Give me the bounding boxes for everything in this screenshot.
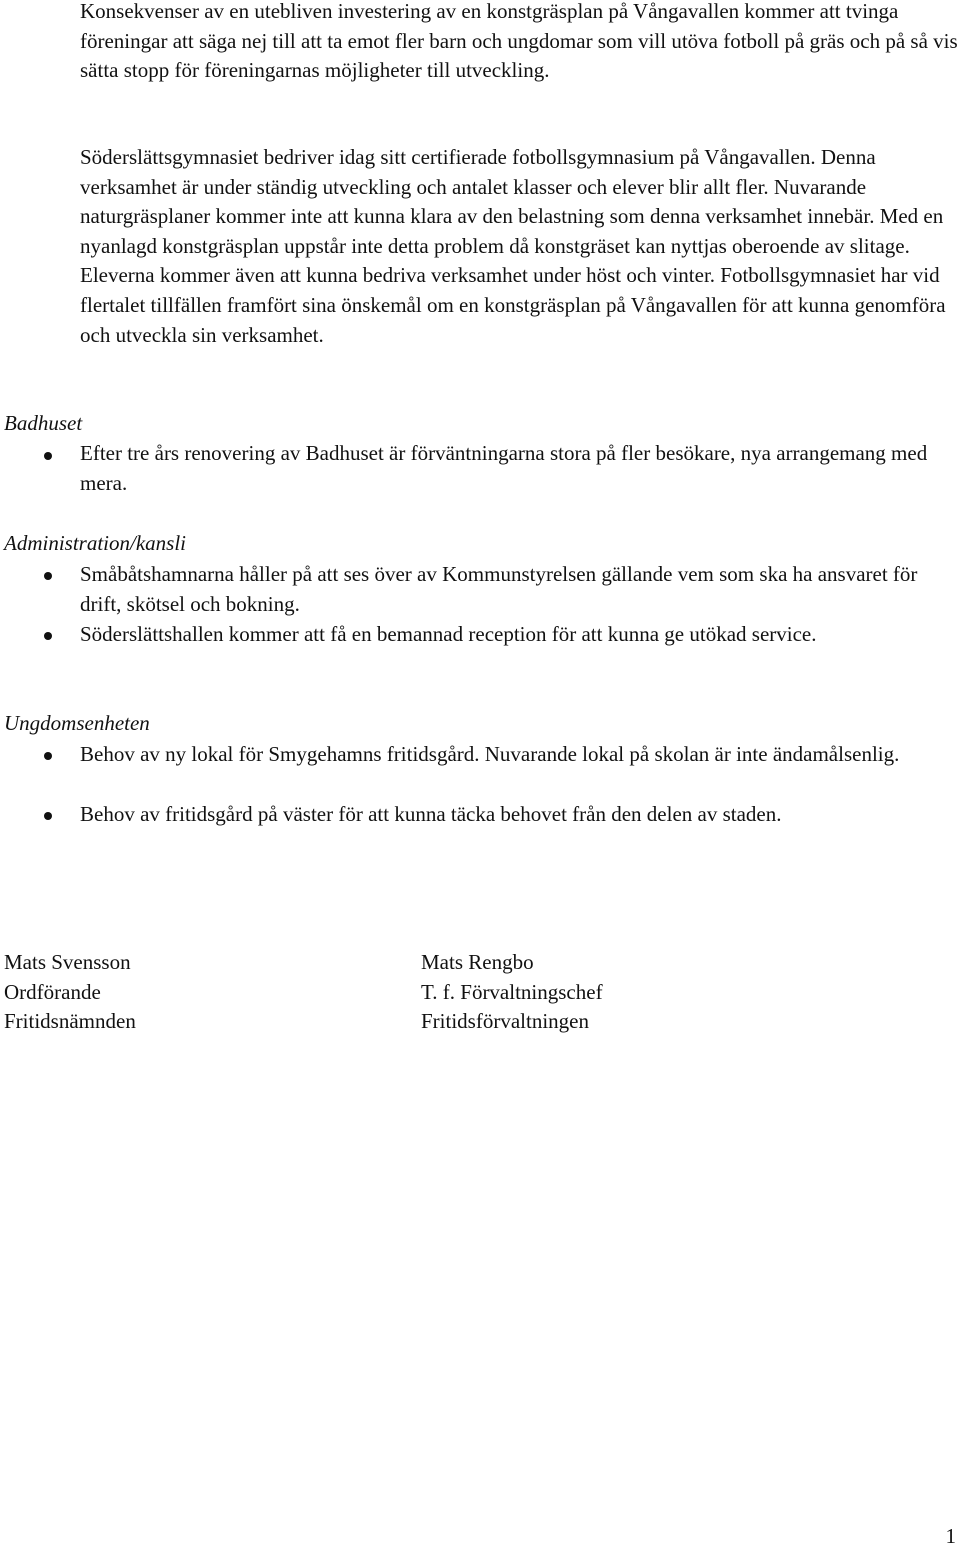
bullet-icon (44, 812, 52, 820)
list-item: Efter tre års renovering av Badhuset är förväntningarna stora på fler besökare, nya arrangemang med mera. (80, 441, 928, 495)
list-item: Behov av fritidsgård på väster för att kunna täcka behovet från den delen av staden. (80, 802, 782, 826)
page-number: 1 (945, 1524, 956, 1548)
signatory-title: T. f. Förvaltningschef (421, 979, 603, 1004)
section-heading-ungdomsenheten: Ungdomsenheten (4, 711, 150, 735)
signature-block-right (421, 948, 603, 1037)
section-heading-badhuset: Badhuset (4, 411, 83, 435)
bullet-icon (44, 752, 52, 760)
signatory-name: Mats Svensson (4, 950, 131, 974)
list-item: Söderslättshallen kommer att få en bemannad reception för att kunna ge utökad service. (80, 622, 817, 646)
intro-paragraph-2: Söderslättsgymnasiet bedriver idag sitt certifierade fotbollsgymnasium på Vångavallen. Denna verksamhet är under ständig utveckling och antalet klasser och elever blir allt fler. Nuvarande naturgräsplaner kommer inte att kunna klara av den belastning som denna verksamhet innebär. Med en nyanlagd konstgräsplan uppstår inte detta problem då konstgräset kan nyttjas oberoende av slitage. Eleverna kommer även att kunna bedriva verksamhet under höst och vinter. Fotbollsgymnasiet har vid flertalet tillfällen framfört sina önskemål om en konstgräsplan på Vångavallen för att kunna genomföra och utveckla sin verksamhet. (80, 145, 946, 347)
bullet-icon (44, 632, 52, 640)
bullet-icon (44, 572, 52, 580)
list-item: Behov av ny lokal för Smygehamns fritidsgård. Nuvarande lokal på skolan är inte ändamålsenlig. (80, 742, 900, 766)
list-item: Småbåtshamnarna håller på att ses över av Kommunstyrelsen gällande vem som ska ha ansvaret för drift, skötsel och bokning. (80, 562, 918, 616)
signatory-title: Ordförande (4, 979, 101, 1004)
intro-paragraph-1: Konsekvenser av en utebliven investering av en konstgräsplan på Vångavallen kommer att tvinga föreningar att säga nej till att ta emot fler barn och ungdomar som vill utöva fotboll på gräs och på så vis sätta stopp för föreningarnas möjligheter till utveckling. (80, 0, 958, 83)
signatory-organization: Fritidsnämnden (4, 1009, 136, 1034)
signatory-organization: Fritidsförvaltningen (421, 1009, 589, 1034)
section-heading-administration: Administration/kansli (4, 531, 187, 555)
signature-block-left (4, 948, 136, 1037)
bullet-icon (44, 452, 52, 460)
signatory-name: Mats Rengbo (421, 950, 534, 974)
